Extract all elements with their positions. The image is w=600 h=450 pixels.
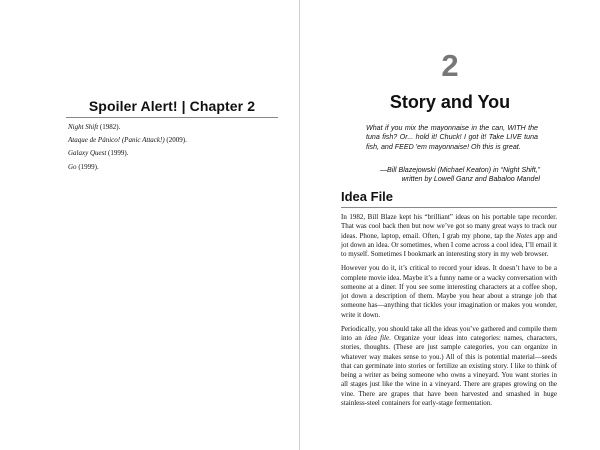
emphasis-text: Notes xyxy=(516,231,533,240)
section-rule xyxy=(341,207,557,208)
chapter-number: 2 xyxy=(441,48,459,83)
film-year: (1999). xyxy=(76,162,99,171)
list-item xyxy=(68,161,280,174)
right-page xyxy=(300,0,600,450)
paragraph-text: app and jot down an idea. Or sometimes, when I come across a cool idea, I’ll email it to myself. Sometimes I bookmark an interesting story in my web browser. xyxy=(341,231,557,258)
spoiler-alert-title: Spoiler Alert! | Chapter 2 xyxy=(88,98,256,114)
paragraph-text: In 1982, Bill Blaze kept his “brilliant” ideas on his portable tape recorder. That was cool back then but now we’ve got so many great ways to track our ideas. Phone, laptop, email. Often, I grab my phone, tap the xyxy=(341,213,557,240)
list-item xyxy=(68,147,280,160)
section-heading: Idea File xyxy=(341,189,394,204)
spoiler-film-list xyxy=(68,121,280,174)
list-item xyxy=(68,121,280,134)
paragraph xyxy=(341,213,557,259)
film-year: (1982). xyxy=(98,123,121,131)
paragraph: However you do it, it’s critical to record your ideas. It doesn’t have to be a complete movie idea. Maybe it’s a funny name or a wacky conversation with someone at a diner. If you see some interesting characters at a coffee shop, jot down a description of them. Maybe you hear about a strange job that someone has—anything that tickles your imagination or makes you wonder, write it down. xyxy=(341,264,557,319)
chapter-title: Story and You xyxy=(389,92,511,112)
film-title: Ataque de Pánico! (Panic Attack!) xyxy=(68,136,165,145)
epigraph-attribution xyxy=(360,166,540,185)
list-item xyxy=(68,134,280,147)
left-page xyxy=(0,0,299,450)
film-year: (2009). xyxy=(164,136,187,145)
body-text xyxy=(341,213,557,413)
film-title: Galaxy Quest xyxy=(68,149,107,158)
paragraph-text: . Organize your ideas into categories: names, characters, stories, thoughts. (These are just sample categories, you can organize in whatever way makes sense to you.) All of this is potential material—seeds that can germinate into stories or fertilize an existing story. I like to think of being a writer as being someone who owns a vineyard. You want stories in all stages just like the wine in a vineyard. There are grapes growing on the vine. There are grapes that have been harvested and smashed in huge stainless-steel containers for early-stage fermentation. xyxy=(341,334,557,407)
attribution-line: written by Lowell Ganz and Babaloo Mandel xyxy=(401,175,540,184)
emphasis-text: idea file xyxy=(364,334,390,342)
film-title: Go xyxy=(68,162,77,171)
paragraph xyxy=(341,325,557,408)
film-year: (1999). xyxy=(106,149,129,158)
film-title: Night Shift xyxy=(68,123,99,131)
epigraph-quote: What if you mix the mayonnaise in the can, WITH the tuna fish? Or... hold it! Chuck! I got it! Take LIVE tuna fish, and FEED 'em mayonnaise! Oh this is great. xyxy=(366,124,538,151)
paragraph-text: Periodically, you should take all the ideas you’ve gathered and compile them into an xyxy=(341,324,557,342)
title-rule xyxy=(66,117,278,118)
attribution-line: —Bill Blazejowski (Michael Keaton) in “Night Shift,” xyxy=(379,166,540,174)
